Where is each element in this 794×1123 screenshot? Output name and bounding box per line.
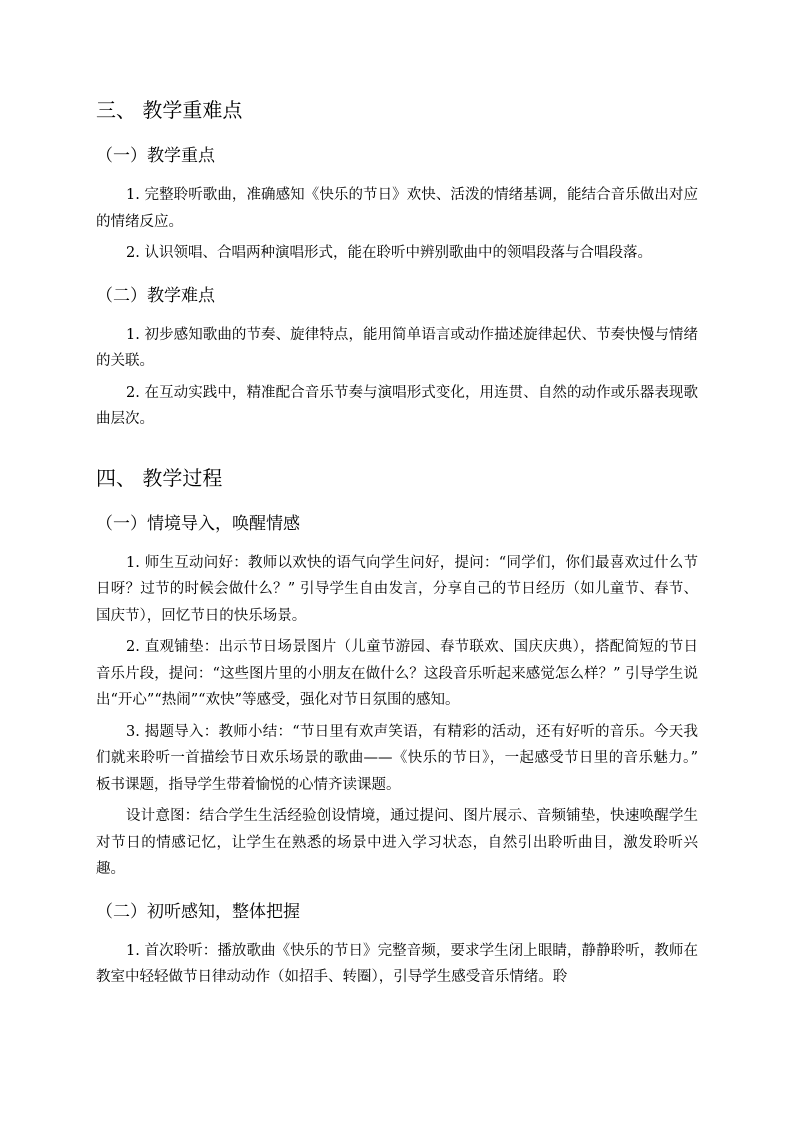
paragraph: 2. 在互动实践中，精准配合音乐节奏与演唱形式变化，用连贯、自然的动作或乐器表现歌曲层次。 xyxy=(96,384,698,427)
section-heading-4: 四、 教学过程 xyxy=(96,465,223,490)
page-content xyxy=(96,92,698,996)
paragraph: 2. 直观铺垫：出示节日场景图片（儿童节游园、春节联欢、国庆庆典），搭配简短的节日音乐片段，提问：“这些图片里的小朋友在做什么？这段音乐听起来感觉怎么样？” 引导学生说出“开心”“热闹”“欢快”等感受，强化对节日氛围的感知。 xyxy=(96,639,698,708)
spacer xyxy=(96,272,698,280)
subsection-heading-situational-intro: （一）情境导入，唤醒情感 xyxy=(96,513,300,534)
subsection-heading-first-listening: （二）初听感知，整体把握 xyxy=(96,901,300,922)
paragraph: 1. 完整聆听歌曲，准确感知《快乐的节日》欢快、活泼的情绪基调，能结合音乐做出对应的情绪反应。 xyxy=(96,187,698,230)
paragraph: 2. 认识领唱、合唱两种演唱形式，能在聆听中辨别歌曲中的领唱段落与合唱段落。 xyxy=(126,245,652,261)
spacer xyxy=(96,888,698,896)
paragraph: 1. 首次聆听：播放歌曲《快乐的节日》完整音频，要求学生闭上眼睛，静静聆听，教师在教室中轻轻做节日律动动作（如招手、转圈），引导学生感受音乐情绪。聆 xyxy=(96,942,698,985)
section-heading-3: 三、 教学重难点 xyxy=(96,98,243,122)
subsection-heading-teaching-focus: （一）教学重点 xyxy=(96,146,215,166)
paragraph: 3. 揭题导入：教师小结：“节日里有欢声笑语，有精彩的活动，还有好听的音乐。今天我们就来聆听一首描绘节日欢乐场景的歌曲——《快乐的节日》，一起感受节日里的音乐魅力。” 板书课题，指导学生带着愉悦的心情齐读课题。 xyxy=(96,723,698,793)
design-intent-paragraph: 设计意图：结合学生生活经验创设情境，通过提问、图片展示、音频铺垫，快速唤醒学生对节日的情感记忆，让学生在熟悉的场景中进入学习状态，自然引出聆听曲目，激发聆听兴趣。 xyxy=(96,808,698,877)
paragraph: 1. 师生互动问好：教师以欢快的语气向学生问好，提问：“同学们，你们最喜欢过什么节日呀？过节的时候会做什么？” 引导学生自由发言，分享自己的节日经历（如儿童节、春节、国庆节），回忆节日的快乐场景。 xyxy=(96,554,698,624)
subsection-heading-teaching-difficulty: （二）教学难点 xyxy=(96,285,215,306)
spacer xyxy=(96,438,698,460)
paragraph: 1. 初步感知歌曲的节奏、旋律特点，能用简单语言或动作描述旋律起伏、节奏快慢与情绪的关联。 xyxy=(96,326,698,369)
